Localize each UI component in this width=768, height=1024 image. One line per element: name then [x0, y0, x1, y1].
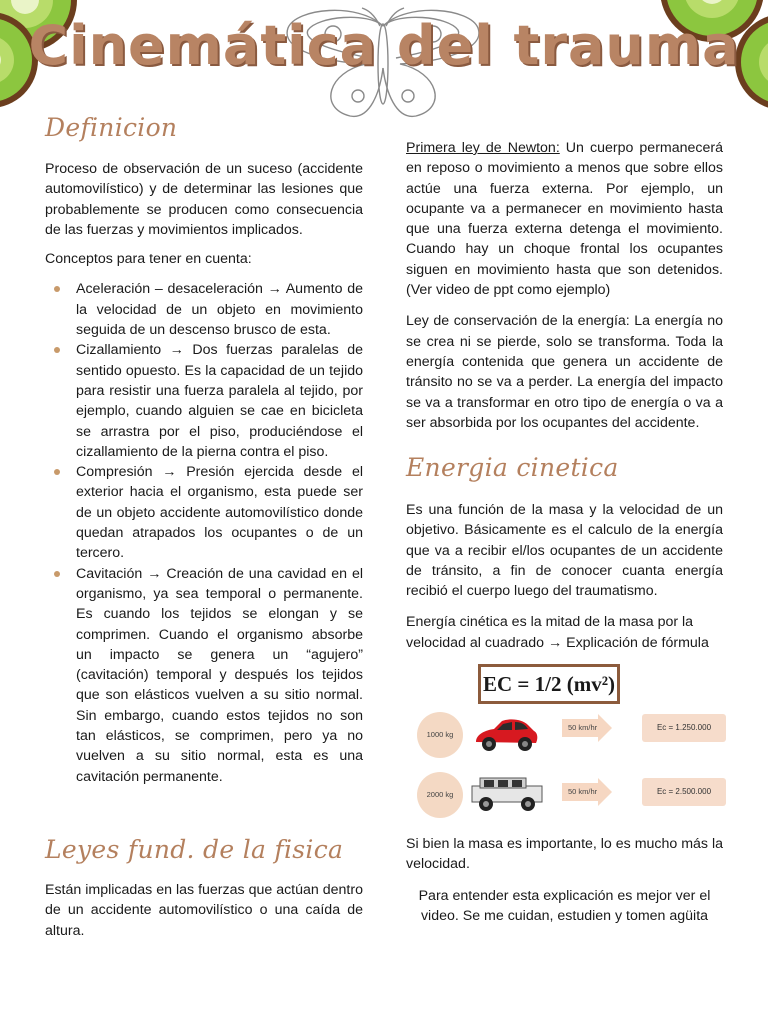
bullet-icon — [54, 469, 60, 475]
right-column — [406, 138, 723, 433]
newton-label: Primera ley de Newton: — [406, 140, 560, 156]
kinetic-energy-formula: EC = 1/2 (mv²) — [478, 664, 620, 704]
concepts-intro: Conceptos para tener en cuenta: — [45, 251, 252, 268]
bullet-icon — [54, 286, 60, 292]
cinetica-paragraph-1: Es una función de la masa y la velocidad de un objetivo. Básicamente es el calculo de la energía que va a recibir el/los ocupantes de un accidente de tránsito, a fin de conocer cuanta energía recibió el cuerpo luego del traumatismo. — [406, 502, 723, 600]
term-label: Aceleración – desaceleración — [76, 281, 263, 298]
list-item — [45, 564, 363, 787]
energy-law-text: La energía no se crea ni se pierde, solo se transforma. Toda la energía contenida que genera un accidente de tránsito no se va a perder. La energía del impacto se va a transformar en otro tipo de energía o va a ser absorbida por los ocupantes del accidente. — [406, 313, 723, 431]
newton-paragraph — [406, 138, 723, 300]
speed-arrow — [562, 714, 612, 742]
speed-label: 50 km/hr — [568, 723, 598, 732]
section-heading-cinetica: Energia cinetica — [406, 453, 619, 482]
jeep-icon — [466, 776, 550, 812]
cinetica-paragraph-3: Si bien la masa es importante, lo es mucho más la velocidad. — [406, 836, 724, 873]
cinetica-section — [406, 452, 723, 653]
bullet-icon — [54, 347, 60, 353]
bullet-icon — [54, 571, 60, 577]
term-description: → Aumento de la velocidad de un objeto en movimiento seguida de un descenso brusco de esta. — [76, 281, 364, 339]
term-label: Cizallamiento — [76, 342, 162, 359]
cinetica-paragraph-2: Energía cinética es la mitad de la masa por la velocidad al cuadrado → Explicación de fórmula — [406, 614, 709, 651]
section-heading-leyes: Leyes fund. de la fisica — [45, 835, 344, 864]
energy-law-label: Ley de conservación de la energía: — [406, 313, 630, 330]
term-description: → Dos fuerzas paralelas de sentido opuesto. Es la capacidad de un tejido para resistir una fuerza paralela al tejido, por ejemplo, cuando alguien se cae en bicicleta se arrastra por el piso, produciéndose el cizallamiento de la pierna contra el piso. — [76, 342, 363, 460]
mass-circle: 1000 kg — [417, 712, 463, 758]
list-item — [45, 462, 363, 563]
concepts-list — [45, 279, 363, 786]
closing-note: Para entender esta explicación es mejor ver el video. Se me cuidan, estudien y tomen agüita — [418, 887, 711, 924]
speed-label: 50 km/hr — [568, 787, 598, 796]
definicion-paragraph: Proceso de observación de un suceso (accidente automovilístico) y de determinar las lesiones que probablemente se producen como consecuencia de las fuerzas y movimientos implicados. — [45, 161, 363, 238]
energy-result-box: Ec = 2.500.000 — [642, 778, 726, 806]
cinetica-conclusion — [406, 834, 723, 926]
mass-circle: 2000 kg — [417, 772, 463, 818]
speed-arrow — [562, 778, 612, 806]
term-label: Cavitación — [76, 565, 143, 582]
newton-text: Un cuerpo permanecerá en reposo o movimiento a menos que sobre ellos actúe una fuerza externa. Por ejemplo, un ocupante va a permanecer en movimiento hasta que una fuerza externa detenga el movimiento. Cuando hay un choque frontal los ocupantes siguen en movimiento hasta que son detenidos. (Ver video de ppt como ejemplo) — [406, 140, 724, 299]
term-description: → Presión ejercida desde el exterior hacia el organismo, esta puede ser de un objeto accidente automovilístico donde quedan atrapados los ocupantes o de un tercero. — [76, 464, 363, 562]
term-label: Compresión — [76, 464, 153, 481]
red-car-icon — [472, 716, 540, 754]
leyes-section — [45, 834, 363, 941]
page-title: Cinemática del trauma — [28, 14, 740, 77]
leyes-paragraph: Están implicadas en las fuerzas que actúan dentro de un accidente automovilístico o una caída de altura. — [45, 882, 363, 939]
energy-law-paragraph — [406, 311, 723, 433]
left-column — [45, 112, 363, 787]
energy-result-box: Ec = 1.250.000 — [642, 714, 726, 742]
list-item — [45, 340, 363, 462]
list-item — [45, 279, 363, 340]
term-description: → Creación de una cavidad en el organismo, ya sea temporal o permanente. Es cuando los tejidos se elongan y se comprimen. Cuando el organismo absorbe un impacto se genera un “agujero” (cavitación) temporal y después los tejidos que son elásticos vuelven a su sitio normal. Sin embargo, cuando estos tejidos no son tan elásticos, se comprimen, pero ya no vuelven a su sitio normal, esta es una cavitación permanente. — [76, 565, 363, 785]
section-heading-definicion: Definicion — [45, 113, 178, 142]
